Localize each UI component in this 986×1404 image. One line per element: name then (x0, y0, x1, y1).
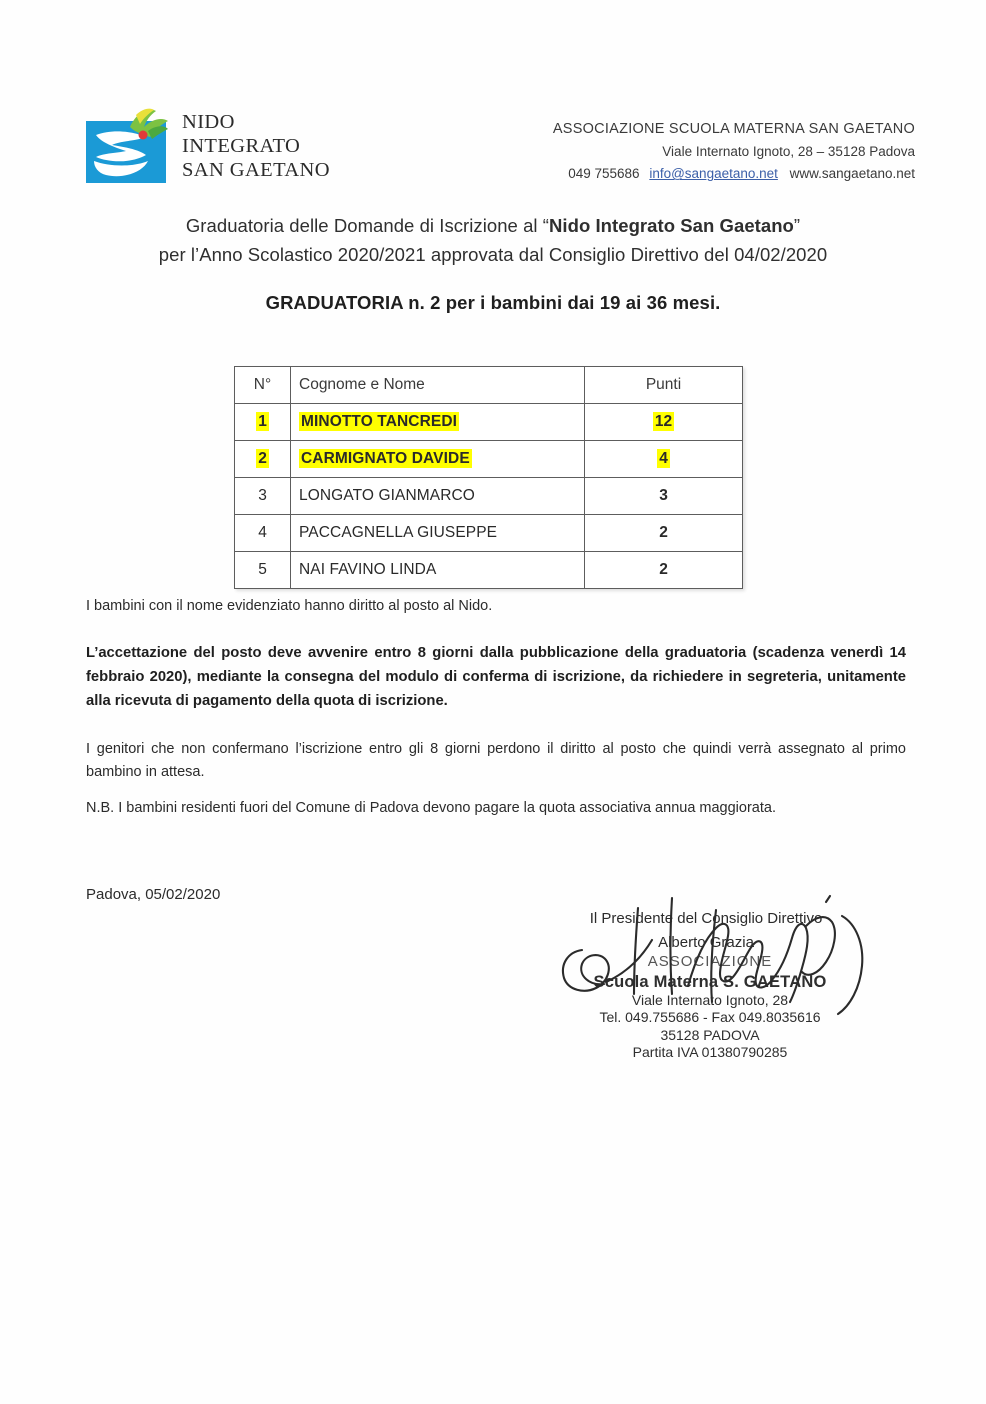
title-line-2: per l’Anno Scolastico 2020/2021 approvata dal Consiglio Direttivo del 04/02/2020 (158, 243, 828, 265)
cell-number (235, 441, 291, 478)
stamp-line-1: ASSOCIAZIONE (647, 953, 773, 970)
cell-name: PACCAGNELLA GIUSEPPE (291, 515, 585, 552)
logo-line-3: SAN GAETANO (182, 158, 330, 181)
logo-wordmark (182, 111, 330, 183)
logo-line-2: INTEGRATO (182, 135, 301, 157)
document-header (0, 100, 986, 210)
cell-name: NAI FAVINO LINDA (291, 552, 585, 589)
column-header-points: Punti (585, 367, 743, 404)
organization-address: Viale Internato Ignoto, 28 – 35128 Padova (662, 144, 915, 160)
cell-points (585, 441, 743, 478)
title-bold-name: Nido Integrato San Gaetano (549, 215, 794, 236)
table-row (235, 441, 743, 478)
email-link[interactable]: info@sangaetano.net (649, 166, 778, 182)
signature-title: Il Presidente del Consiglio Direttivo (589, 910, 823, 927)
ranking-table (234, 366, 743, 589)
table-header-row (235, 367, 743, 404)
highlighted-name: MINOTTO TANCREDI (301, 413, 458, 430)
column-header-number: N° (235, 367, 291, 404)
cell-points (585, 404, 743, 441)
official-stamp (560, 953, 860, 1061)
cell-number: 5 (235, 552, 291, 589)
cell-name (291, 441, 585, 478)
organization-contact-line (420, 163, 915, 185)
nido-logo-icon (86, 105, 172, 189)
table-row (235, 552, 743, 589)
stamp-line-2: Scuola Materna S. GAETANO (593, 972, 827, 991)
logo-block (86, 105, 330, 189)
cell-name: LONGATO GIANMARCO (291, 478, 585, 515)
page-title (0, 212, 986, 269)
signature-name: Alberto Grazia (658, 934, 754, 951)
highlighted-points: 12 (654, 413, 673, 430)
paragraph-forfeit-rules: I genitori che non confermano l’iscrizione entro gli 8 giorni perdono il diritto al posto che quindi verrà assegnato al primo bambino in attesa. (86, 741, 906, 781)
paragraph-acceptance-deadline: L’accettazione del posto deve avvenire entro 8 giorni dalla pubblicazione della graduatoria (scadenza venerdì 14 febbraio 2020), mediante la consegna del modulo di conferma di iscrizione, da richiedere in segreteria, unitamente alla ricevuta di pagamento della quota di iscrizione. (86, 645, 906, 709)
title-suffix: ” (793, 215, 801, 236)
stamp-line-6: Partita IVA 01380790285 (632, 1044, 788, 1061)
highlighted-number: 2 (258, 450, 267, 467)
date-line: Padova, 05/02/2020 (86, 886, 221, 903)
graduatoria-subtitle: GRADUATORIA n. 2 per i bambini dai 19 ai 36 mesi. (265, 292, 721, 313)
highlighted-points: 4 (659, 450, 668, 467)
cell-points: 2 (585, 552, 743, 589)
title-prefix: Graduatoria delle Domande di Iscrizione al “ (185, 215, 549, 236)
website-text: www.sangaetano.net (789, 166, 915, 182)
cell-number (235, 404, 291, 441)
table-row (235, 478, 743, 515)
logo-line-1: NIDO (182, 111, 235, 134)
table-row (235, 515, 743, 552)
phone-number: 049 755686 (568, 166, 640, 182)
cell-number: 4 (235, 515, 291, 552)
column-header-name: Cognome e Nome (291, 367, 585, 404)
cell-number: 3 (235, 478, 291, 515)
cell-points: 3 (585, 478, 743, 515)
cell-points: 2 (585, 515, 743, 552)
signature-area (520, 905, 920, 1065)
organization-name: ASSOCIAZIONE SCUOLA MATERNA SAN GAETANO (552, 121, 915, 137)
stamp-line-5: 35128 PADOVA (660, 1026, 760, 1043)
highlighted-number: 1 (258, 413, 267, 430)
title-line-1 (0, 212, 986, 241)
cell-name (291, 404, 585, 441)
stamp-line-3: Viale Internato Ignoto, 28 (631, 992, 789, 1009)
paragraph-nb-residents: N.B. I bambini residenti fuori del Comune di Padova devono pagare la quota associativa annua maggiorata. (86, 800, 776, 816)
table-row (235, 404, 743, 441)
stamp-line-4: Tel. 049.755686 - Fax 049.8035616 (599, 1009, 821, 1026)
organization-contact-block (420, 118, 915, 185)
highlighted-name: CARMIGNATO DAVIDE (301, 450, 470, 467)
paragraph-highlight-note: I bambini con il nome evidenziato hanno diritto al posto al Nido. (86, 598, 493, 614)
